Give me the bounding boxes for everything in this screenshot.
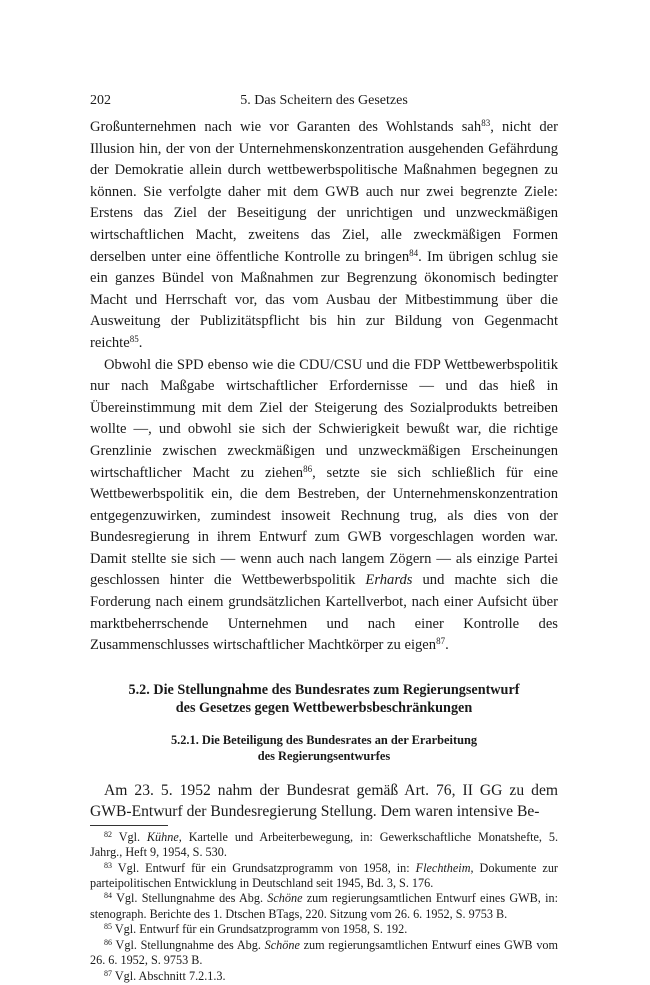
- running-title: 5. Das Scheitern des Gesetzes: [240, 93, 408, 108]
- footnotes: [90, 830, 558, 984]
- footnote-text: Vgl. Abschnitt 7.2.1.3.: [114, 968, 226, 983]
- text-run: , nicht der Illusion hin, der von der Unternehmenskonzentration ausgehenden Gefährdung der Demokratie allein durch wettbewerbspolitische Maßnahmen begegnen zu können. Sie verfolgte daher mit dem GWB auch nur zwei begrenzte Ziele: Erstens das Ziel der Beseitigung der unrichtigen und unzweckmäßigen wirtschaftlichen Macht, zweitens das Ziel, alle zweckmäßigen Formen derselben unter eine öffentliche Kontrolle zu bringen: [90, 119, 558, 265]
- footnote: [90, 861, 558, 892]
- footnote-author: Flechtheim,: [415, 860, 474, 875]
- footnote: [90, 969, 558, 984]
- text-run: . Im übrigen schlug sie ein ganzes Bündel von Maßnahmen zur Begrenzung ökonomisch bedingter Macht und Herrschaft vor, das vom Ausbau der Mitbestimmung über die Ausweitung der Publizitätspflicht bis hin zur Bildung von Gegenmacht reichte: [90, 248, 558, 351]
- footnote-text: zum regierungsamtlichen Entwurf eines GWB vom 26. 6. 1952, S. 9753 B.: [90, 937, 558, 968]
- footnote-number: 86: [104, 937, 112, 947]
- section-heading: [90, 681, 558, 718]
- footnote: [90, 922, 558, 937]
- text-run: .: [445, 637, 449, 654]
- subsection-heading: [90, 732, 558, 764]
- running-header: [90, 93, 558, 109]
- footnote: [90, 830, 558, 861]
- text-run: Obwohl die SPD ebenso wie die CDU/CSU und die FDP Wettbewerbspolitik nur nach Maßgabe wirtschaftlicher Erfordernisse — und das hieß in Übereinstimmung mit dem Ziel der Steigerung des Sozialprodukts betreiben wollte —, und obwohl sie sich der Schwierigkeit bewußt war, die richtige Grenzlinie zwischen zweckmäßigen und unzweckmäßigen Erscheinungen wirtschaftlicher Macht zu ziehen: [90, 356, 558, 481]
- footnote-separator: [90, 825, 168, 826]
- body-paragraph: Am 23. 5. 1952 nahm der Bundesrat gemäß Art. 76, II GG zu dem GWB-Entwurf der Bundesregierung Stellung. Dem waren intensive Be-: [90, 781, 558, 820]
- section-heading-line: des Gesetzes gegen Wettbewerbsbeschränkungen: [175, 700, 473, 717]
- footnote-ref: 85: [129, 333, 139, 344]
- footnote-text: Kartelle und Arbeiterbewegung, in: Gewerkschaftliche Monatshefte, 5. Jahrg., Heft 9, 1954, S. 530.: [90, 829, 559, 860]
- page-body: [90, 117, 558, 984]
- footnote-text: Vgl. Stellungnahme des Abg.: [115, 937, 265, 952]
- footnote-ref: 87: [436, 636, 446, 647]
- footnote-author: Schöne: [267, 891, 303, 906]
- footnote-text: Dokumente zur parteipolitischen Entwicklung in Deutschland seit 1945, Bd. 3, S. 176.: [90, 860, 558, 891]
- footnote-ref: 83: [481, 118, 491, 128]
- footnote-author: Kühne,: [146, 829, 182, 844]
- footnote: [90, 891, 558, 922]
- footnote-number: 82: [104, 829, 112, 839]
- text-run: , setzte sie sich schließlich für eine Wettbewerbspolitik ein, die dem Bestreben, der Unternehmenskonzentration entgegenzuwirken, zumindest insoweit Rechnung trug, als dies von der Bundesregierung in ihrem Entwurf zum GWB vorgeschlagen worden war. Damit stellte sie sich — wenn auch nach langem Zögern — als einzige Partei geschlossen hinter die Wettbewerbspolitik: [90, 464, 558, 589]
- footnote-text: Vgl. Stellungnahme des Abg.: [116, 891, 268, 906]
- footnote-number: 85: [104, 922, 112, 932]
- italic-name: Erhards: [365, 572, 413, 589]
- footnote-author: Schöne: [264, 937, 300, 952]
- section-heading-line: 5.2. Die Stellungnahme des Bundesrates zum Regierungsentwurf: [128, 681, 520, 698]
- footnote-text: zum regierungsamtlichen Entwurf eines GWB, in: stenograph. Berichte des 1. Dtschen BTags, 220. Sitzung vom 26. 6. 1952, S. 9753 B.: [90, 891, 558, 921]
- footnote-text: Vgl.: [118, 829, 147, 844]
- footnote-number: 84: [104, 891, 112, 901]
- subsection-heading-line: 5.2.1. Die Beteiligung des Bundesrates an der Erarbeitung: [170, 732, 478, 747]
- footnote-number: 87: [104, 968, 112, 978]
- text-run: und machte sich die Forderung nach einem grundsätzlichen Kartellverbot, nach einer Aufsicht über marktbeherrschende Unternehmen und nach einer Kontrolle des Zusammenschlusses wirtschaftlicher Machtkörper zu eigen: [90, 572, 558, 654]
- footnote-ref: 86: [303, 463, 313, 474]
- footnote-text: Vgl. Entwurf für ein Grundsatzprogramm von 1958, in:: [117, 860, 416, 875]
- footnote: [90, 938, 558, 969]
- text-run: Großunternehmen nach wie vor Garanten des Wohlstands sah: [90, 119, 482, 135]
- body-paragraph: [90, 355, 558, 657]
- footnote-text: Vgl. Entwurf für ein Grundsatzprogramm von 1958, S. 192.: [114, 922, 408, 937]
- text-run: .: [138, 334, 143, 351]
- page-number: 202: [90, 93, 111, 108]
- footnote-ref: 84: [409, 247, 419, 258]
- body-paragraph: [90, 117, 558, 355]
- subsection-heading-line: des Regierungsentwurfes: [257, 748, 391, 763]
- footnote-number: 83: [104, 860, 112, 870]
